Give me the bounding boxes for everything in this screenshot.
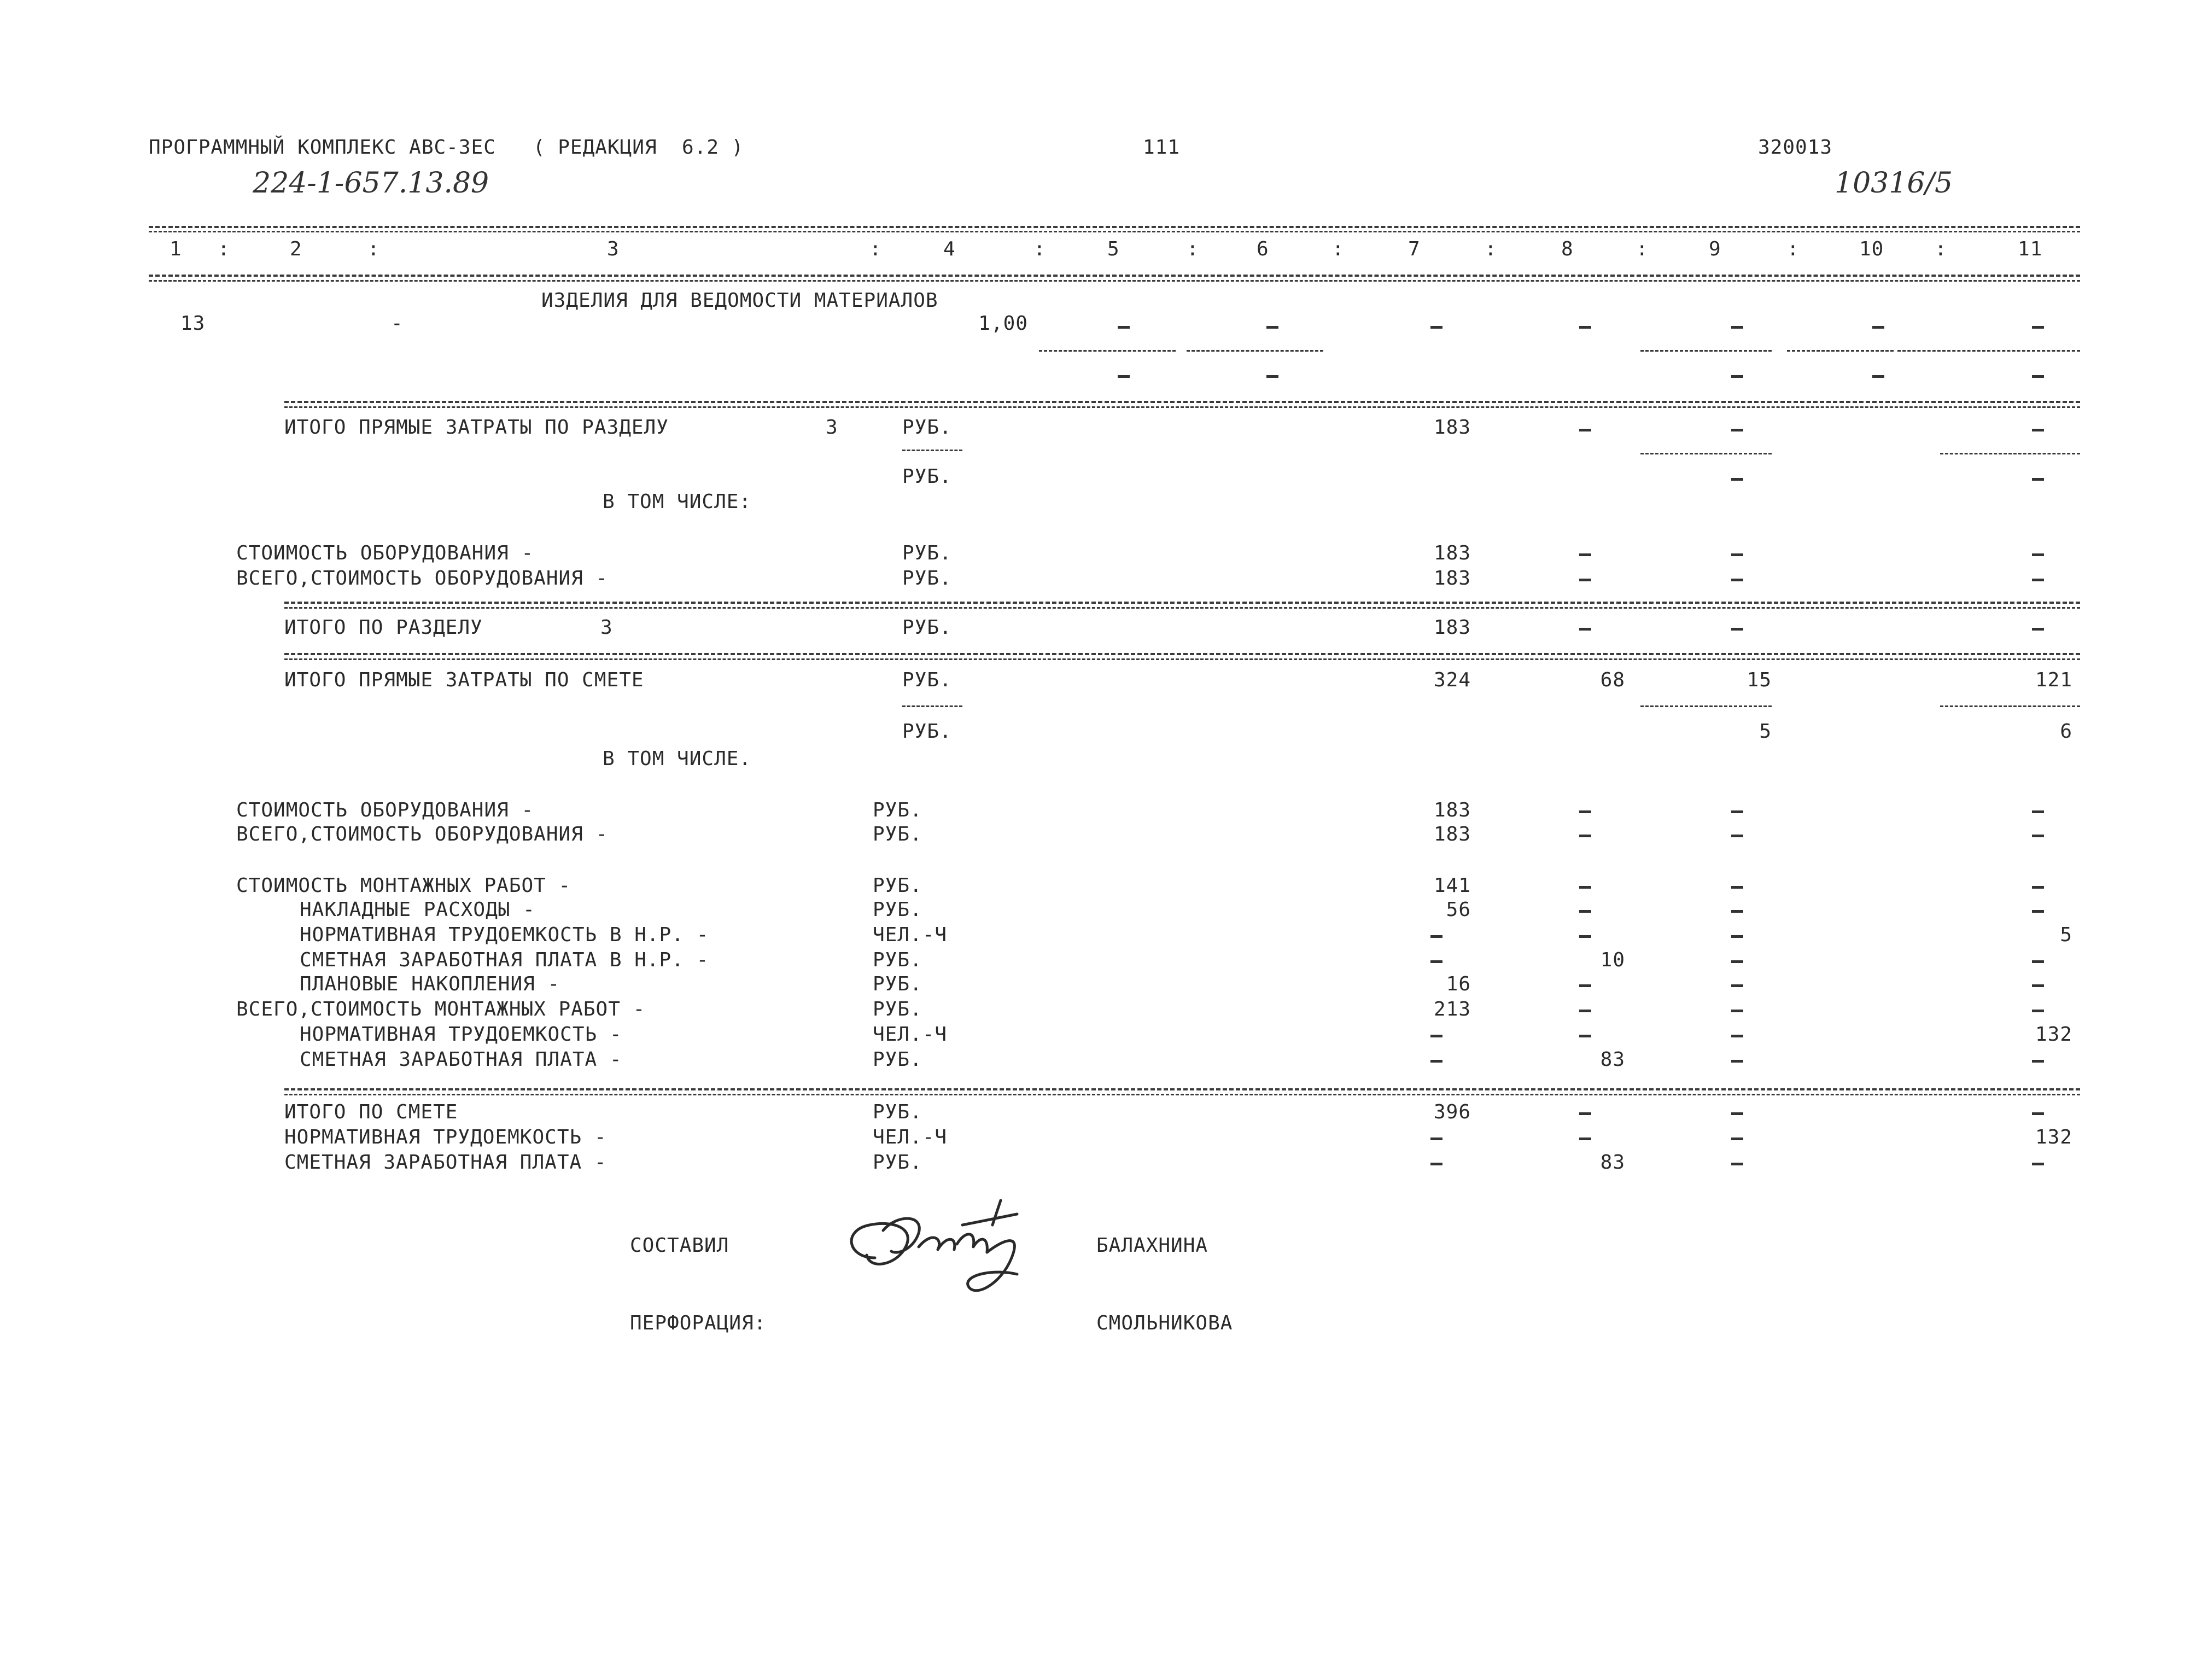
item13-c10-dash [1872, 326, 1884, 329]
section-direct-rule-c11 [1940, 453, 2080, 454]
equip1-row2-unit: РУБ. [902, 567, 952, 590]
item13-rule-c10 [1787, 350, 1894, 352]
rule-before-estimate-direct-2 [284, 658, 2080, 660]
row-c9-dash [1731, 1138, 1743, 1140]
estimate-direct-unit: РУБ. [902, 669, 952, 691]
column-separator: : [1787, 238, 1800, 260]
item13-rule-c9 [1640, 350, 1772, 352]
section-total-unit: РУБ. [902, 616, 952, 639]
row-c9-dash [1731, 1060, 1743, 1063]
row-unit: РУБ. [873, 874, 922, 897]
item13-c5-dash [1118, 326, 1130, 329]
row-unit: РУБ. [873, 1101, 922, 1123]
section-direct-c7: 183 [1433, 416, 1471, 439]
row-unit: РУБ. [873, 1048, 922, 1071]
row-c8-dash [1579, 1112, 1591, 1115]
equip1-row2-c8-dash [1579, 579, 1591, 581]
row-label: СТОИМОСТЬ МОНТАЖНЫХ РАБОТ - [236, 874, 571, 897]
row-c9-dash [1731, 835, 1743, 837]
row-unit: РУБ. [873, 998, 922, 1020]
column-number-9: 9 [1709, 238, 1721, 260]
column-separator: : [1485, 238, 1497, 260]
row-c11-value: 5 [2060, 924, 2072, 946]
equip1-row1-c11-dash [2032, 553, 2044, 556]
row-c9-dash [1731, 1112, 1743, 1115]
row-c9-dash [1731, 935, 1743, 938]
section-direct-c9-dash-2 [1731, 478, 1743, 481]
column-separator: : [1033, 238, 1046, 260]
section-direct-unit: РУБ. [902, 416, 952, 439]
section-total-label: ИТОГО ПО РАЗДЕЛУ [284, 616, 483, 639]
row-c8-dash [1579, 886, 1591, 889]
section-direct-including: В ТОМ ЧИСЛЕ: [603, 491, 752, 513]
row-c8-value: 83 [1600, 1048, 1625, 1071]
row-c7-dash [1430, 1060, 1442, 1063]
program-header: ПРОГРАММНЫЙ КОМПЛЕКС АВС-3ЕС ( РЕДАКЦИЯ 6.2 ) [149, 136, 744, 159]
column-number-5: 5 [1107, 238, 1120, 260]
equip1-row2-c9-dash [1731, 579, 1743, 581]
row-c9-dash [1731, 960, 1743, 963]
estimate-direct-rule-c11 [1940, 705, 2080, 707]
compiled-label: СОСТАВИЛ [630, 1234, 729, 1257]
estimate-direct-rule-c9 [1640, 705, 1772, 707]
row-label: СМЕТНАЯ ЗАРАБОТНАЯ ПЛАТА - [284, 1151, 607, 1174]
row-c7-value: 183 [1433, 799, 1471, 821]
section-direct-label: ИТОГО ПРЯМЫЕ ЗАТРАТЫ ПО РАЗДЕЛУ [284, 416, 669, 439]
estimate-direct-c7: 324 [1433, 669, 1471, 691]
handwritten-project-code: 224-1-657.13.89 [253, 167, 489, 200]
signature-svg [837, 1192, 1044, 1307]
header-rule-bottom [149, 275, 2080, 277]
row-c11-value: 132 [2035, 1023, 2072, 1046]
column-number-7: 7 [1408, 238, 1421, 260]
row-unit: ЧЕЛ.-Ч [873, 1126, 948, 1148]
equip1-row1-c7: 183 [1433, 542, 1471, 564]
row-c8-dash [1579, 835, 1591, 837]
estimate-direct-c9b: 5 [1759, 720, 1772, 743]
header-rule-top-2 [149, 231, 2080, 232]
row-c7-value: 16 [1446, 973, 1471, 995]
item13-c11-dash-2 [2032, 375, 2044, 378]
equip1-row1-unit: РУБ. [902, 542, 952, 564]
section-total-c7: 183 [1433, 616, 1471, 639]
page-number: 111 [1143, 136, 1181, 159]
row-c7-value: 183 [1433, 823, 1471, 845]
row-unit: РУБ. [873, 899, 922, 921]
item13-c9-dash-2 [1731, 375, 1743, 378]
row-label: НОРМАТИВНАЯ ТРУДОЕМКОСТЬ - [300, 1023, 622, 1046]
item13-c11-dash [2032, 326, 2044, 329]
equip1-row1-c8-dash [1579, 553, 1591, 556]
row-c11-dash [2032, 910, 2044, 913]
row-c7-dash [1430, 1163, 1442, 1165]
section-direct-unit-2: РУБ. [902, 465, 952, 488]
row-c9-dash [1731, 984, 1743, 987]
equip1-row1-label: СТОИМОСТЬ ОБОРУДОВАНИЯ - [236, 542, 534, 564]
rule-before-section-total-2 [284, 607, 2080, 609]
signature-image [837, 1192, 1044, 1307]
row-c11-dash [2032, 810, 2044, 813]
item13-qty: 1,00 [978, 312, 1028, 335]
unit-underline-1 [902, 450, 962, 451]
column-separator: : [1187, 238, 1199, 260]
section-direct-no: 3 [826, 416, 838, 439]
rule-before-totals [284, 1088, 2080, 1090]
row-label: ВСЕГО,СТОИМОСТЬ ОБОРУДОВАНИЯ - [236, 823, 609, 845]
row-c7-dash [1430, 960, 1442, 963]
estimate-direct-label: ИТОГО ПРЯМЫЕ ЗАТРАТЫ ПО СМЕТЕ [284, 669, 644, 691]
row-c8-dash [1579, 1138, 1591, 1140]
perforation-name: СМОЛЬНИКОВА [1096, 1312, 1233, 1334]
row-label: ПЛАНОВЫЕ НАКОПЛЕНИЯ - [300, 973, 560, 995]
item13-c10-dash-2 [1872, 375, 1884, 378]
doc-code: 320013 [1758, 136, 1833, 159]
equip1-row2-c11-dash [2032, 579, 2044, 581]
equip1-row2-c7: 183 [1433, 567, 1471, 590]
row-c11-dash [2032, 1112, 2044, 1115]
item13-col2: - [391, 312, 404, 335]
row-c9-dash [1731, 1010, 1743, 1012]
row-label: СМЕТНАЯ ЗАРАБОТНАЯ ПЛАТА - [300, 1048, 622, 1071]
estimate-direct-c9: 15 [1747, 669, 1772, 691]
unit-underline-2 [902, 705, 962, 707]
item13-c7-dash [1430, 326, 1442, 329]
row-c11-dash [2032, 1010, 2044, 1012]
estimate-direct-unit-2: РУБ. [902, 720, 952, 743]
section-total-c8-dash [1579, 628, 1591, 631]
compiled-name: БАЛАХНИНА [1096, 1234, 1208, 1257]
section-total-no: 3 [600, 616, 613, 639]
row-c9-dash [1731, 910, 1743, 913]
row-c7-dash [1430, 1035, 1442, 1037]
row-c9-dash [1731, 1163, 1743, 1165]
row-c8-dash [1579, 1035, 1591, 1037]
row-c9-dash [1731, 1035, 1743, 1037]
item13-rule-c6 [1187, 350, 1323, 352]
header-rule-bottom-2 [149, 280, 2080, 282]
section-direct-c11-dash [2032, 429, 2044, 431]
estimate-direct-c11b: 6 [2060, 720, 2072, 743]
row-c7-dash [1430, 1138, 1442, 1140]
column-number-8: 8 [1561, 238, 1574, 260]
row-c8-dash [1579, 910, 1591, 913]
row-c8-dash [1579, 810, 1591, 813]
perforation-label: ПЕРФОРАЦИЯ: [630, 1312, 767, 1334]
handwritten-sheet-code: 10316/5 [1835, 167, 1953, 200]
column-separator: : [1636, 238, 1649, 260]
row-c8-value: 83 [1600, 1151, 1625, 1174]
row-c11-dash [2032, 835, 2044, 837]
section-total-c11-dash [2032, 628, 2044, 631]
column-separator: : [218, 238, 230, 260]
row-label: НОРМАТИВНАЯ ТРУДОЕМКОСТЬ - [284, 1126, 607, 1148]
column-number-1: 1 [170, 238, 182, 260]
row-c9-dash [1731, 810, 1743, 813]
item13-c9-dash [1731, 326, 1743, 329]
row-c8-dash [1579, 1010, 1591, 1012]
item13-rule-c11 [1897, 350, 2080, 352]
item13-title: ИЗДЕЛИЯ ДЛЯ ВЕДОМОСТИ МАТЕРИАЛОВ [541, 289, 938, 312]
column-separator: : [1935, 238, 1947, 260]
item13-rule-c5 [1039, 350, 1176, 352]
item13-c6-dash [1266, 326, 1278, 329]
section-direct-c11-dash-2 [2032, 478, 2044, 481]
row-c11-dash [2032, 960, 2044, 963]
column-number-6: 6 [1257, 238, 1269, 260]
column-number-3: 3 [607, 238, 620, 260]
row-c11-dash [2032, 984, 2044, 987]
column-number-11: 11 [2018, 238, 2043, 260]
estimate-direct-c8: 68 [1600, 669, 1625, 691]
rule-before-section-direct-2 [284, 406, 2080, 408]
column-number-4: 4 [943, 238, 956, 260]
row-label: НАКЛАДНЫЕ РАСХОДЫ - [300, 899, 535, 921]
item13-number: 13 [180, 312, 206, 335]
row-label: НОРМАТИВНАЯ ТРУДОЕМКОСТЬ В Н.Р. - [300, 924, 709, 946]
equip1-row2-label: ВСЕГО,СТОИМОСТЬ ОБОРУДОВАНИЯ - [236, 567, 609, 590]
row-c11-dash [2032, 1163, 2044, 1165]
estimate-direct-c11: 121 [2035, 669, 2072, 691]
row-c11-value: 132 [2035, 1126, 2072, 1148]
row-c7-value: 396 [1433, 1101, 1471, 1123]
rule-before-section-total [284, 602, 2080, 604]
section-total-c9-dash [1731, 628, 1743, 631]
item13-c6-dash-2 [1266, 375, 1278, 378]
rule-before-section-direct [284, 401, 2080, 403]
row-unit: РУБ. [873, 823, 922, 845]
row-c9-dash [1731, 886, 1743, 889]
column-separator: : [869, 238, 882, 260]
row-c8-value: 10 [1600, 949, 1625, 971]
row-unit: РУБ. [873, 799, 922, 821]
column-number-10: 10 [1859, 238, 1884, 260]
row-c7-value: 56 [1446, 899, 1471, 921]
rule-before-estimate-direct [284, 653, 2080, 655]
row-unit: ЧЕЛ.-Ч [873, 924, 948, 946]
rule-before-totals-2 [284, 1094, 2080, 1095]
column-separator: : [1332, 238, 1345, 260]
row-c7-dash [1430, 935, 1442, 938]
column-separator: : [367, 238, 380, 260]
section-direct-c9-dash [1731, 429, 1743, 431]
item13-c5-dash-2 [1118, 375, 1130, 378]
row-c11-dash [2032, 886, 2044, 889]
row-label: СТОИМОСТЬ ОБОРУДОВАНИЯ - [236, 799, 534, 821]
estimate-direct-including: В ТОМ ЧИСЛЕ. [603, 748, 752, 770]
row-label: СМЕТНАЯ ЗАРАБОТНАЯ ПЛАТА В Н.Р. - [300, 949, 709, 971]
equip1-row1-c9-dash [1731, 553, 1743, 556]
row-c8-dash [1579, 935, 1591, 938]
row-c7-value: 213 [1433, 998, 1471, 1020]
section-direct-rule-c9 [1640, 453, 1772, 454]
row-label: ВСЕГО,СТОИМОСТЬ МОНТАЖНЫХ РАБОТ - [236, 998, 646, 1020]
row-c8-dash [1579, 984, 1591, 987]
row-c7-value: 141 [1433, 874, 1471, 897]
row-unit: ЧЕЛ.-Ч [873, 1023, 948, 1046]
row-c11-dash [2032, 1060, 2044, 1063]
column-number-2: 2 [290, 238, 302, 260]
item13-c8-dash [1579, 326, 1591, 329]
row-label: ИТОГО ПО СМЕТЕ [284, 1101, 458, 1123]
row-unit: РУБ. [873, 949, 922, 971]
section-direct-c8-dash [1579, 429, 1591, 431]
row-unit: РУБ. [873, 1151, 922, 1174]
header-rule-top [149, 226, 2080, 228]
row-unit: РУБ. [873, 973, 922, 995]
